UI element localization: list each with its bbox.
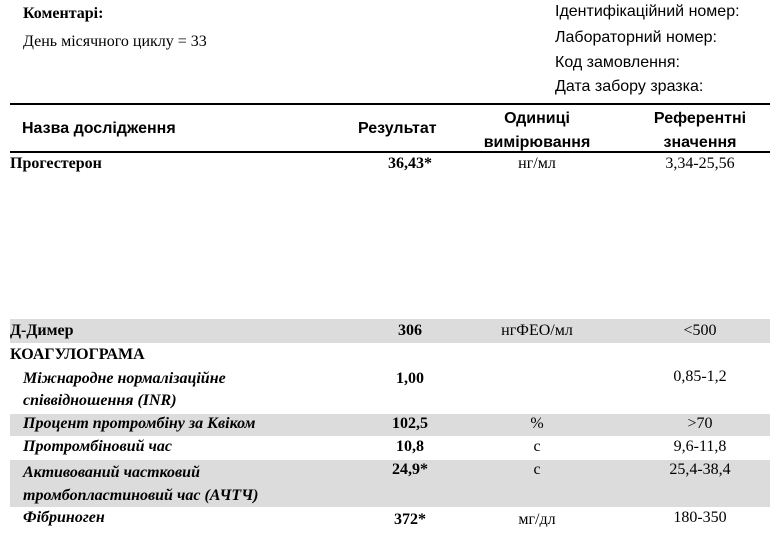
test-reference: 9,6-11,8 [673, 438, 727, 455]
table-row-prothrombin-time [10, 437, 770, 459]
test-units: нг/мл [518, 155, 556, 172]
column-header-name: Назва дослідження [22, 120, 176, 137]
section-title: КОАГУЛОГРАМА [10, 346, 145, 363]
test-reference: >70 [687, 415, 713, 432]
laboratory-number-label: Лабораторний номер: [555, 29, 717, 46]
test-units: с [533, 461, 541, 478]
column-header-reference-line1: Референтні [653, 110, 747, 127]
test-reference: 25,4-38,4 [669, 461, 731, 478]
table-row-quick [10, 414, 770, 436]
test-name-line2: тромбопластиновий час (АЧТЧ) [23, 487, 259, 504]
test-name [23, 461, 258, 507]
test-name: Д-Димер [10, 322, 74, 339]
column-header-units [470, 107, 604, 155]
sample-date-label: Дата забору зразка: [555, 78, 704, 95]
table-row-fibrinogen [10, 508, 770, 532]
column-header-units-line2: вимірювання [483, 134, 591, 151]
test-units: мг/дл [518, 511, 556, 528]
comments-text: День місячного циклу = 33 [23, 33, 207, 50]
test-name [23, 368, 226, 412]
test-reference: 3,34-25,56 [665, 155, 735, 172]
test-name-line2: співвідношення (INR) [23, 392, 177, 409]
test-reference: 0,85-1,2 [673, 368, 727, 385]
table-header-top-rule [10, 103, 770, 105]
table-row-aptt [10, 460, 770, 507]
test-result: 36,43* [388, 155, 432, 172]
test-result: 1,00 [396, 370, 424, 387]
test-result: 10,8 [396, 438, 424, 455]
test-name: Прогестерон [10, 155, 102, 172]
test-units: с [533, 438, 541, 455]
test-units: нгФЕО/мл [501, 322, 573, 339]
test-name: Процент протромбіну за Квіком [23, 415, 256, 432]
comments-label: Коментарі: [23, 5, 104, 22]
table-row-inr [10, 367, 770, 413]
column-header-reference [630, 107, 770, 155]
test-name: Фібриноген [23, 509, 105, 526]
test-result: 24,9* [392, 461, 428, 478]
column-header-reference-line2: значення [663, 134, 737, 151]
test-name-line1: Активований частковий [23, 464, 200, 481]
section-header-coagulogram [10, 344, 770, 366]
test-units: % [530, 415, 544, 432]
test-name: Протромбіновий час [23, 438, 172, 455]
test-reference: 180-350 [673, 509, 727, 526]
column-header-units-line1: Одиниці [504, 110, 570, 127]
test-result: 102,5 [392, 415, 428, 432]
test-result: 306 [398, 322, 422, 339]
order-code-label: Код замовлення: [555, 54, 680, 71]
identification-number-label: Ідентифікаційний номер: [555, 3, 740, 20]
column-header-result: Результат [358, 120, 437, 137]
table-row-progesterone [10, 154, 770, 176]
test-reference: <500 [683, 322, 717, 339]
table-row-d-dimer [10, 319, 770, 343]
test-result: 372* [394, 511, 426, 528]
test-name-line1: Міжнародне нормалізаційне [23, 370, 226, 387]
